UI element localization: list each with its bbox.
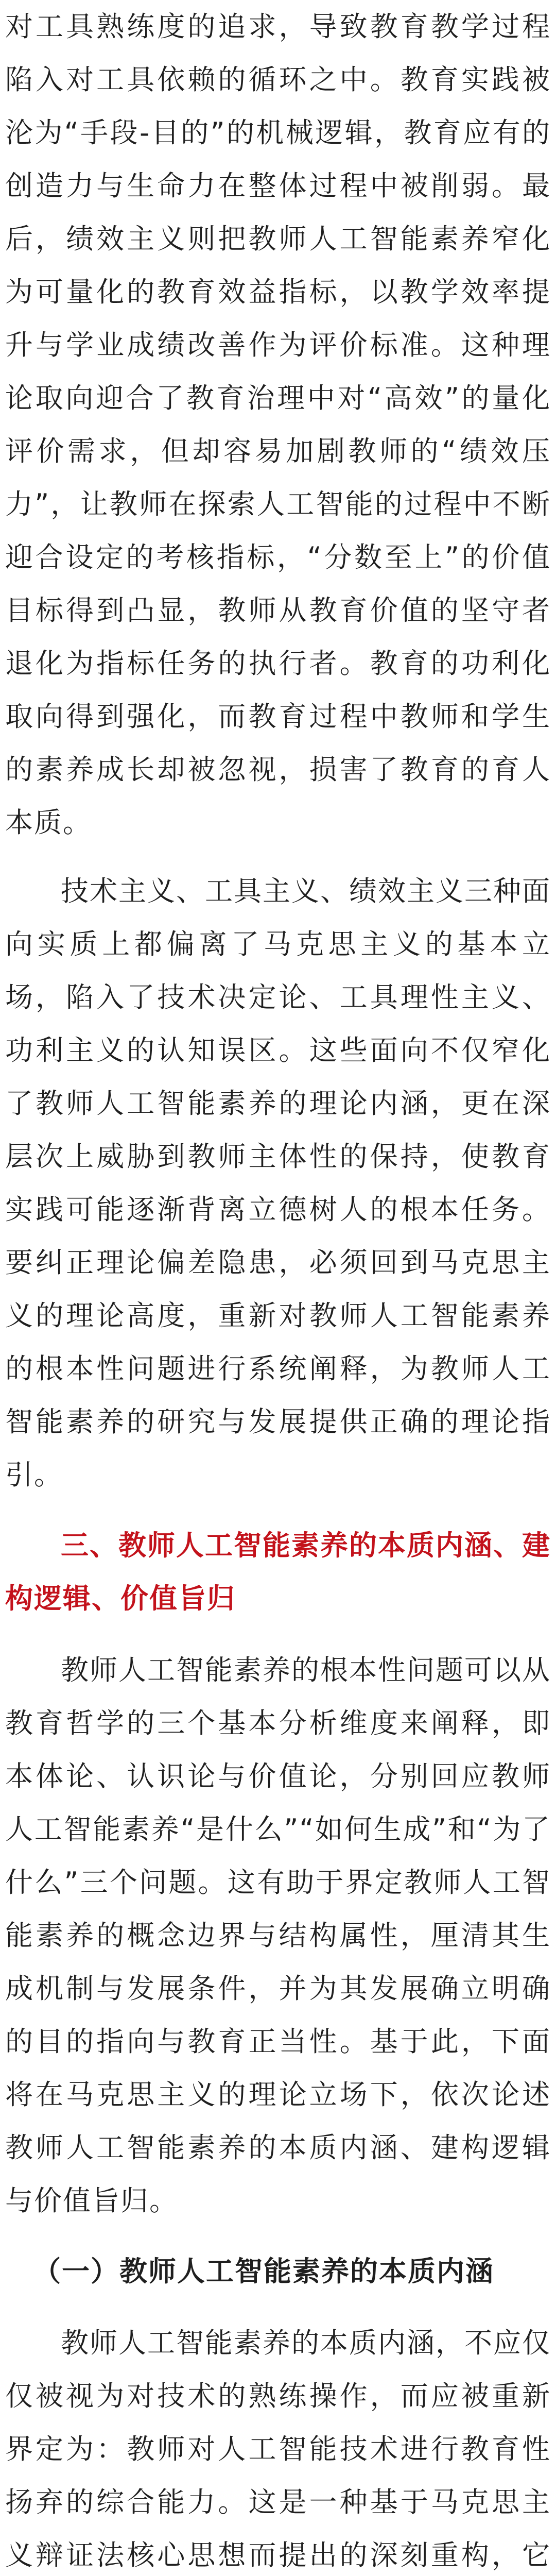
section-heading: 三、教师人工智能素养的本质内涵、建构逻辑、价值旨归: [5, 1529, 551, 1615]
article-body: [5, 0, 551, 2576]
subsection-heading: （一）教师人工智能素养的本质内涵: [33, 2255, 494, 2287]
paragraph-critique-performativism: 对工具熟练度的追求，导致教育教学过程陷入对工具依赖的循环之中。教育实践被沦为“手段-目的”的机械逻辑，教育应有的创造力与生命力在整体过程中被削弱。最后，绩效主义则把教师人工智能素养窄化为可量化的教育效益指标，以教学效率提升与学业成绩改善作为评价标准。这种理论取向迎合了教育治理中对“高效”的量化评价需求，但却容易加剧教师的“绩效压力”，让教师在探索人工智能的过程中不断迎合设定的考核指标，“分数至上”的价值目标得到凸显，教师从教育价值的坚守者退化为指标任务的执行者。教育的功利化取向得到强化，而教育过程中教师和学生的素养成长却被忽视，损害了教育的育人本质。: [5, 10, 551, 839]
paragraph-three-orientations: 技术主义、工具主义、绩效主义三种面向实质上都偏离了马克思主义的基本立场，陷入了技术决定论、工具理性主义、功利主义的认知误区。这些面向不仅窄化了教师人工智能素养的理论内涵，更在深层次上威胁到教师主体性的保持，使教育实践可能逐渐背离立德树人的根本任务。要纠正理论偏差隐患，必须回到马克思主义的理论高度，重新对教师人工智能素养的根本性问题进行系统阐释，为教师人工智能素养的研究与发展提供正确的理论指引。: [5, 875, 551, 1491]
paragraph-section-intro: 教师人工智能素养的根本性问题可以从教育哲学的三个基本分析维度来阐释，即本体论、认识论与价值论，分别回应教师人工智能素养“是什么”“如何生成”和“为了什么”三个问题。这有助于界定教师人工智能素养的概念边界与结构属性，厘清其生成机制与发展条件，并为其发展确立明确的目的指向与教育正当性。基于此，下面将在马克思主义的理论立场下，依次论述教师人工智能素养的本质内涵、建构逻辑与价值旨归。: [5, 1654, 551, 2217]
paragraph-essence: 教师人工智能素养的本质内涵，不应仅仅被视为对技术的熟练操作，而应被重新界定为：教师对人工智能技术进行教育性扬弃的综合能力。这是一种基于马克思主义辩证法核心思想而提出的深刻重构，它: [5, 2327, 551, 2571]
